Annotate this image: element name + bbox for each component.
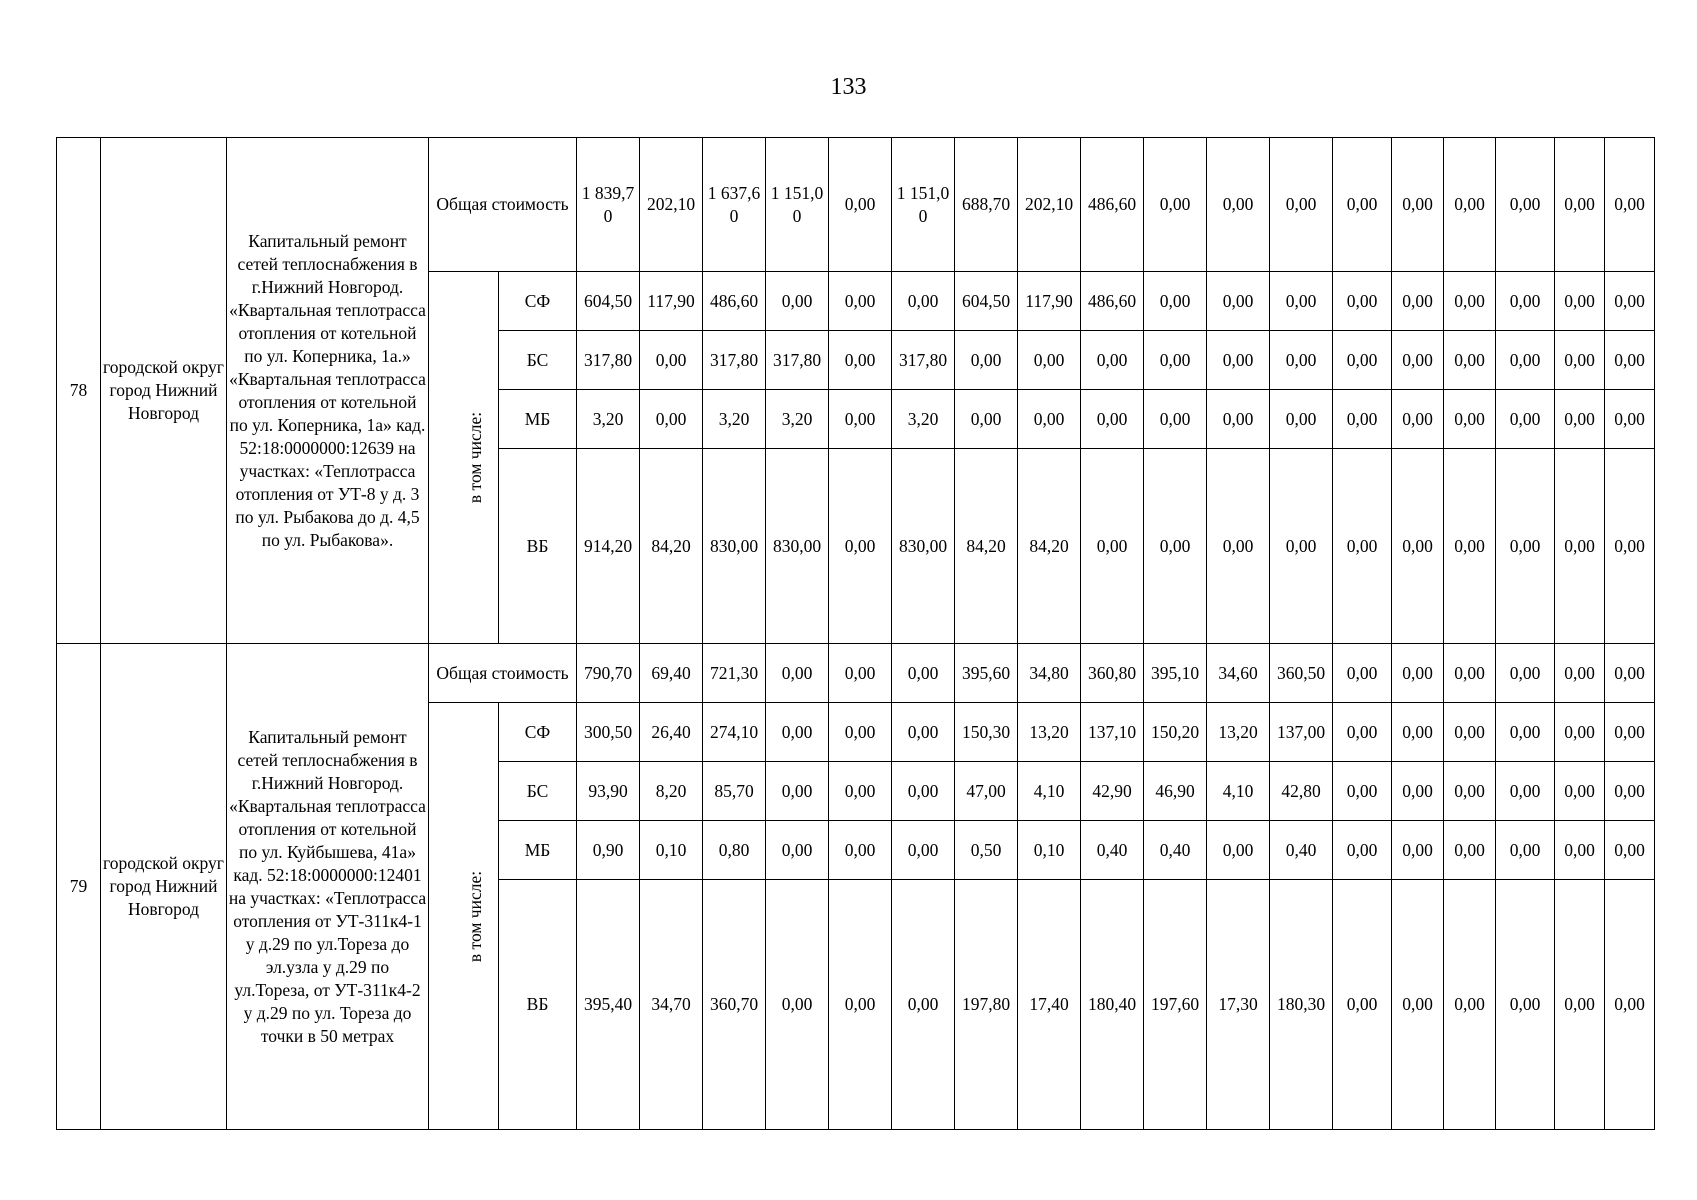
- value-cell: 8,20: [640, 762, 703, 821]
- value-cell: 0,00: [1555, 272, 1605, 331]
- value-cell: 0,00: [892, 880, 955, 1130]
- value-cell: 0,00: [1444, 644, 1496, 703]
- value-cell: 0,00: [1444, 703, 1496, 762]
- value-cell: 317,80: [703, 331, 766, 390]
- value-cell: 0,00: [1496, 331, 1555, 390]
- value-cell: 0,00: [1392, 272, 1444, 331]
- value-cell: 0,50: [955, 821, 1018, 880]
- value-cell: 0,00: [829, 331, 892, 390]
- value-cell: 0,00: [1392, 644, 1444, 703]
- value-cell: 0,00: [892, 762, 955, 821]
- value-cell: 93,90: [577, 762, 640, 821]
- value-cell: 317,80: [577, 331, 640, 390]
- included-label-cell: [429, 703, 499, 1130]
- value-cell: 0,00: [829, 644, 892, 703]
- value-cell: 0,00: [1207, 821, 1270, 880]
- value-cell: 721,30: [703, 644, 766, 703]
- value-cell: 830,00: [892, 449, 955, 644]
- value-cell: 486,60: [1081, 138, 1144, 272]
- value-cell: 0,00: [1392, 449, 1444, 644]
- value-cell: 0,00: [1605, 138, 1655, 272]
- value-cell: 274,10: [703, 703, 766, 762]
- value-cell: 4,10: [1018, 762, 1081, 821]
- value-cell: 395,40: [577, 880, 640, 1130]
- funding-source-label: ВБ: [499, 880, 577, 1130]
- value-cell: 17,30: [1207, 880, 1270, 1130]
- value-cell: 0,00: [1207, 449, 1270, 644]
- budget-table: [56, 137, 1655, 1130]
- value-cell: 0,00: [1555, 762, 1605, 821]
- value-cell: 0,00: [1555, 449, 1605, 644]
- value-cell: 0,00: [1333, 390, 1392, 449]
- value-cell: 3,20: [703, 390, 766, 449]
- value-cell: 0,00: [829, 703, 892, 762]
- value-cell: 0,40: [1144, 821, 1207, 880]
- value-cell: 34,80: [1018, 644, 1081, 703]
- value-cell: 13,20: [1207, 703, 1270, 762]
- value-cell: 0,00: [1333, 821, 1392, 880]
- funding-source-label: МБ: [499, 821, 577, 880]
- value-cell: 486,60: [703, 272, 766, 331]
- value-cell: 0,00: [1333, 449, 1392, 644]
- value-cell: 0,00: [1496, 272, 1555, 331]
- value-cell: 13,20: [1018, 703, 1081, 762]
- value-cell: 0,00: [1333, 272, 1392, 331]
- value-cell: 0,00: [1605, 331, 1655, 390]
- value-cell: 0,00: [640, 390, 703, 449]
- row-number: 78: [57, 138, 101, 644]
- value-cell: 150,20: [1144, 703, 1207, 762]
- value-cell: 0,00: [1392, 390, 1444, 449]
- value-cell: 0,00: [1605, 762, 1655, 821]
- value-cell: 604,50: [955, 272, 1018, 331]
- value-cell: 0,00: [829, 880, 892, 1130]
- funding-source-label: БС: [499, 331, 577, 390]
- value-cell: 47,00: [955, 762, 1018, 821]
- value-cell: 84,20: [640, 449, 703, 644]
- value-cell: 0,00: [766, 703, 829, 762]
- funding-source-label: СФ: [499, 703, 577, 762]
- value-cell: 0,00: [892, 703, 955, 762]
- value-cell: 202,10: [1018, 138, 1081, 272]
- value-cell: 0,00: [1333, 762, 1392, 821]
- value-cell: 0,00: [1555, 331, 1605, 390]
- value-cell: 150,30: [955, 703, 1018, 762]
- value-cell: 830,00: [703, 449, 766, 644]
- value-cell: 180,30: [1270, 880, 1333, 1130]
- value-cell: 0,00: [1605, 390, 1655, 449]
- value-cell: 85,70: [703, 762, 766, 821]
- value-cell: 0,00: [1392, 331, 1444, 390]
- value-cell: 0,40: [1270, 821, 1333, 880]
- value-cell: 0,00: [1270, 449, 1333, 644]
- row-78-total: [57, 138, 1655, 272]
- value-cell: 1 637,60: [703, 138, 766, 272]
- value-cell: 4,10: [1207, 762, 1270, 821]
- value-cell: 0,00: [1207, 331, 1270, 390]
- value-cell: 0,00: [829, 762, 892, 821]
- table-body: [57, 138, 1655, 1130]
- value-cell: 830,00: [766, 449, 829, 644]
- value-cell: 0,00: [1207, 272, 1270, 331]
- value-cell: 0,80: [703, 821, 766, 880]
- value-cell: 0,00: [1555, 644, 1605, 703]
- value-cell: 1 839,70: [577, 138, 640, 272]
- value-cell: 0,00: [1496, 821, 1555, 880]
- value-cell: 197,60: [1144, 880, 1207, 1130]
- description-cell: Капитальный ремонт сетей теплоснабжения в г.Нижний Новгород. «Квартальная теплотрасса отопления от котельной по ул. Куйбышева, 41а» кад. 52:18:0000000:12401 на участках: «Теплотрасса отопления от УТ-311к4-1 у д.29 по ул.Тореза до эл.узла у д.29 по ул.Тореза, от УТ-311к4-2 у д.29 по ул. Тореза до точки в 50 метрах: [227, 644, 429, 1130]
- value-cell: 0,00: [1444, 821, 1496, 880]
- row-79-total: [57, 644, 1655, 703]
- value-cell: 0,00: [1496, 880, 1555, 1130]
- value-cell: 0,00: [1392, 821, 1444, 880]
- funding-source-label: БС: [499, 762, 577, 821]
- value-cell: 0,00: [1207, 138, 1270, 272]
- value-cell: 180,40: [1081, 880, 1144, 1130]
- value-cell: 0,00: [766, 821, 829, 880]
- value-cell: 42,90: [1081, 762, 1144, 821]
- value-cell: 3,20: [577, 390, 640, 449]
- value-cell: 42,80: [1270, 762, 1333, 821]
- value-cell: 0,00: [1444, 762, 1496, 821]
- value-cell: 0,00: [1270, 331, 1333, 390]
- value-cell: 0,00: [766, 644, 829, 703]
- value-cell: 84,20: [1018, 449, 1081, 644]
- value-cell: 0,00: [1144, 272, 1207, 331]
- row-number: 79: [57, 644, 101, 1130]
- value-cell: 137,10: [1081, 703, 1144, 762]
- value-cell: 26,40: [640, 703, 703, 762]
- value-cell: 0,00: [1555, 138, 1605, 272]
- value-cell: 0,00: [1444, 390, 1496, 449]
- funding-source-label: МБ: [499, 390, 577, 449]
- value-cell: 197,80: [955, 880, 1018, 1130]
- value-cell: 914,20: [577, 449, 640, 644]
- value-cell: 0,00: [766, 762, 829, 821]
- value-cell: 3,20: [892, 390, 955, 449]
- value-cell: 0,00: [1081, 449, 1144, 644]
- included-label: в том числе:: [465, 870, 486, 962]
- value-cell: 0,00: [1496, 138, 1555, 272]
- value-cell: 0,00: [1081, 331, 1144, 390]
- value-cell: 0,00: [1605, 449, 1655, 644]
- value-cell: 0,00: [1392, 880, 1444, 1130]
- value-cell: 0,00: [1270, 138, 1333, 272]
- value-cell: 0,00: [1444, 331, 1496, 390]
- value-cell: 0,00: [1444, 880, 1496, 1130]
- value-cell: 84,20: [955, 449, 1018, 644]
- value-cell: 0,00: [1333, 880, 1392, 1130]
- value-cell: 117,90: [640, 272, 703, 331]
- value-cell: 137,00: [1270, 703, 1333, 762]
- value-cell: 0,00: [892, 821, 955, 880]
- value-cell: 0,00: [1444, 272, 1496, 331]
- value-cell: 0,00: [1144, 138, 1207, 272]
- total-label: Общая стоимость: [429, 138, 577, 272]
- value-cell: 0,00: [1496, 762, 1555, 821]
- value-cell: 0,00: [1496, 390, 1555, 449]
- value-cell: 0,00: [1018, 331, 1081, 390]
- value-cell: 395,60: [955, 644, 1018, 703]
- value-cell: 0,00: [1333, 331, 1392, 390]
- included-label: в том числе:: [465, 411, 486, 504]
- value-cell: 0,40: [1081, 821, 1144, 880]
- value-cell: 0,00: [766, 272, 829, 331]
- value-cell: 0,00: [1444, 449, 1496, 644]
- value-cell: 0,00: [1496, 644, 1555, 703]
- description-cell: Капитальный ремонт сетей теплоснабжения в г.Нижний Новгород. «Квартальная теплотрасса отопления от котельной по ул. Коперника, 1а.» «Квартальная теплотрасса отопления от котельной по ул. Коперника, 1а» кад. 52:18:0000000:12639 на участках: «Теплотрасса отопления от УТ-8 у д. 3 по ул. Рыбакова до д. 4,5 по ул. Рыбакова».: [227, 138, 429, 644]
- value-cell: 69,40: [640, 644, 703, 703]
- included-label-cell: [429, 272, 499, 644]
- value-cell: 0,10: [1018, 821, 1081, 880]
- page-number: 133: [830, 74, 867, 100]
- value-cell: 790,70: [577, 644, 640, 703]
- total-label: Общая стоимость: [429, 644, 577, 703]
- value-cell: 604,50: [577, 272, 640, 331]
- value-cell: 0,00: [1392, 138, 1444, 272]
- value-cell: 0,00: [1605, 880, 1655, 1130]
- funding-source-label: ВБ: [499, 449, 577, 644]
- value-cell: 0,00: [1333, 703, 1392, 762]
- value-cell: 317,80: [892, 331, 955, 390]
- value-cell: 0,00: [766, 880, 829, 1130]
- value-cell: 0,00: [829, 821, 892, 880]
- value-cell: 34,70: [640, 880, 703, 1130]
- value-cell: 0,00: [1144, 390, 1207, 449]
- value-cell: 0,00: [1605, 272, 1655, 331]
- value-cell: 0,00: [1018, 390, 1081, 449]
- value-cell: 0,00: [1555, 703, 1605, 762]
- value-cell: 0,00: [1555, 821, 1605, 880]
- value-cell: 0,00: [892, 644, 955, 703]
- value-cell: 17,40: [1018, 880, 1081, 1130]
- value-cell: 0,00: [1270, 390, 1333, 449]
- value-cell: 0,00: [1270, 272, 1333, 331]
- value-cell: 0,00: [1392, 762, 1444, 821]
- value-cell: 46,90: [1144, 762, 1207, 821]
- value-cell: 3,20: [766, 390, 829, 449]
- value-cell: 0,00: [1605, 703, 1655, 762]
- value-cell: 0,00: [1207, 390, 1270, 449]
- value-cell: 486,60: [1081, 272, 1144, 331]
- value-cell: 0,00: [829, 449, 892, 644]
- value-cell: 1 151,00: [766, 138, 829, 272]
- value-cell: 0,00: [1333, 138, 1392, 272]
- value-cell: 0,00: [1333, 644, 1392, 703]
- value-cell: 0,10: [640, 821, 703, 880]
- value-cell: 0,00: [1144, 331, 1207, 390]
- value-cell: 688,70: [955, 138, 1018, 272]
- value-cell: 0,00: [955, 331, 1018, 390]
- value-cell: 0,00: [1081, 390, 1144, 449]
- municipality-cell: городской округ город Нижний Новгород: [101, 138, 227, 644]
- value-cell: 202,10: [640, 138, 703, 272]
- value-cell: 0,00: [955, 390, 1018, 449]
- municipality-cell: городской округ город Нижний Новгород: [101, 644, 227, 1130]
- value-cell: 0,00: [1392, 703, 1444, 762]
- funding-source-label: СФ: [499, 272, 577, 331]
- value-cell: 0,00: [1144, 449, 1207, 644]
- value-cell: 317,80: [766, 331, 829, 390]
- value-cell: 0,00: [1605, 821, 1655, 880]
- value-cell: 0,00: [829, 272, 892, 331]
- value-cell: 0,90: [577, 821, 640, 880]
- value-cell: 0,00: [892, 272, 955, 331]
- value-cell: 117,90: [1018, 272, 1081, 331]
- value-cell: 1 151,00: [892, 138, 955, 272]
- value-cell: 360,50: [1270, 644, 1333, 703]
- value-cell: 360,80: [1081, 644, 1144, 703]
- value-cell: 0,00: [1555, 880, 1605, 1130]
- value-cell: 395,10: [1144, 644, 1207, 703]
- value-cell: 34,60: [1207, 644, 1270, 703]
- value-cell: 0,00: [829, 138, 892, 272]
- value-cell: 0,00: [829, 390, 892, 449]
- value-cell: 0,00: [1496, 703, 1555, 762]
- value-cell: 0,00: [1605, 644, 1655, 703]
- value-cell: 0,00: [1555, 390, 1605, 449]
- value-cell: 360,70: [703, 880, 766, 1130]
- value-cell: 300,50: [577, 703, 640, 762]
- value-cell: 0,00: [1444, 138, 1496, 272]
- value-cell: 0,00: [640, 331, 703, 390]
- value-cell: 0,00: [1496, 449, 1555, 644]
